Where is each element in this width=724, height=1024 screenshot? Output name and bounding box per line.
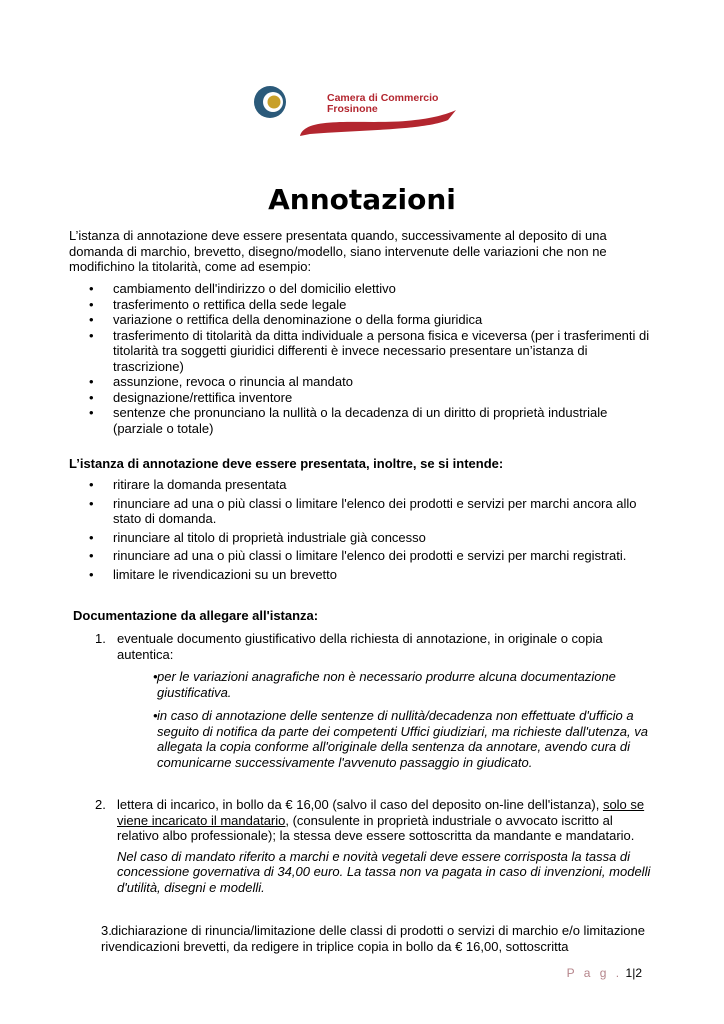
list-item: • ritirare la domanda presentata	[69, 477, 659, 493]
logo-line2: Frosinone	[327, 103, 378, 115]
doc2-text-b: (consulente in proprietà industriale o avvocato iscritto al relativo albo professionale); la stessa deve essere sottoscritta da mandante e mandatario.	[117, 812, 635, 843]
logo-text	[327, 93, 438, 115]
doc1-sub-list	[133, 669, 655, 770]
list-item: • rinunciare ad una o più classi o limitare l'elenco dei prodotti e servizi per marchi registrati.	[69, 548, 659, 564]
page-total: 2	[635, 966, 642, 980]
list-item: • rinunciare ad una o più classi o limitare l'elenco dei prodotti e servizi per marchi ancora allo stato di domanda.	[69, 496, 659, 527]
list-item: • designazione/rettifica inventore	[69, 390, 659, 406]
list-item: • sentenze che pronunciano la nullità o la decadenza di un diritto di proprietà industriale (parziale o totale)	[69, 405, 659, 436]
list-item: • trasferimento o rettifica della sede legale	[69, 297, 659, 313]
variations-list	[69, 281, 659, 436]
doc2-note: Nel caso di mandato riferito a marchi e novità vegetali deve essere corrisposta la tassa di concessione governativa di 34,00 euro. La tassa non va pagata in caso di invenzioni, modelli d'utilità, disegni e modelli.	[117, 848, 651, 895]
doc2-text-a: lettera di incarico, in bollo da € 16,00 (salvo il caso del deposito on-line dell'istanza),	[117, 797, 603, 812]
logo-line1: Camera di Commercio	[327, 92, 439, 104]
section-heading-inoltre: L’istanza di annotazione deve essere presentata, inoltre, se si intende:	[69, 456, 504, 471]
page-separator: |	[632, 966, 636, 980]
list-item: • cambiamento dell'indirizzo o del domicilio elettivo	[69, 281, 659, 297]
doc-number: 2.	[95, 797, 106, 812]
page-number: 1	[625, 966, 633, 980]
doc2-text-underlined: solo se viene incaricato il mandatario,	[117, 797, 645, 828]
intro-paragraph	[69, 228, 659, 275]
doc-number: 1.	[95, 631, 106, 646]
list-item: • limitare le rivendicazioni su un brevetto	[69, 567, 659, 583]
page-footer	[567, 966, 642, 982]
variations-list-block	[69, 281, 659, 436]
doc-number: 3.	[101, 923, 112, 938]
doc1-sub-list-block	[133, 669, 655, 770]
doc-text	[101, 923, 645, 954]
page-label: P a g .	[566, 966, 623, 980]
doc-text: eventuale documento giustificativo della richiesta di annotazione, in originale o copia autentica:	[117, 631, 603, 662]
camera-commercio-logo	[250, 80, 460, 140]
list-item: • rinunciare al titolo di proprietà industriale già concesso	[69, 530, 659, 546]
list-item: • in caso di annotazione delle sentenze di nullità/decadenza non effettuate d'ufficio a seguito di notifica da parte dei competenti Uffici giudiziari, ma richieste dall'utenza, va allegata la copia conforme all'originale della sentenza da annotare, avendo cura di comunicarne successivamente l'avvenuto passaggio in giudicato.	[133, 708, 655, 770]
doc-item-1	[95, 631, 655, 662]
doc-item-2	[95, 797, 655, 895]
list-item: • assunzione, revoca o rinuncia al mandato	[69, 374, 659, 390]
list-item: • per le variazioni anagrafiche non è necessario produrre alcuna documentazione giustificativa.	[133, 669, 655, 700]
intro-text: L’istanza di annotazione deve essere presentata quando, successivamente al deposito di una domanda di marchio, brevetto, disegno/modello, siano intervenute delle variazioni che non ne modifichino la titolarità, come ad esempio:	[69, 228, 607, 274]
intent-list-block	[69, 477, 659, 582]
intent-list	[69, 477, 659, 582]
list-item: • trasferimento di titolarità da ditta individuale a persona fisica e viceversa (per i trasferimenti di titolarità tra soggetti giuridici differenti è invece necessario presentare un’istanza di trascrizione)	[69, 328, 659, 375]
list-item: • variazione o rettifica della denominazione o della forma giuridica	[69, 312, 659, 328]
page-title: Annotazioni	[268, 183, 456, 216]
doc3-text: dichiarazione di rinuncia/limitazione delle classi di prodotti o servizi di marchio e/o limitazione rivendicazioni brevetti, da redigere in triplice copia in bollo da € 16,00, sottoscritta	[101, 923, 645, 954]
section-heading-documentazione: Documentazione da allegare all'istanza:	[73, 608, 319, 623]
doc-text	[95, 797, 655, 844]
doc-item-3	[101, 923, 657, 954]
